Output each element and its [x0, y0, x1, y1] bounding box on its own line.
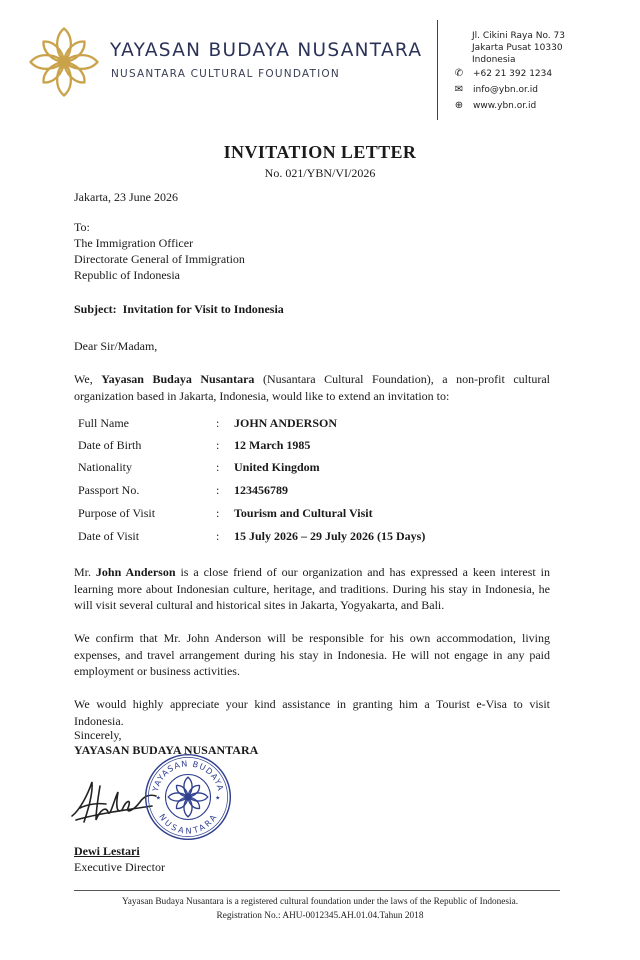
recipient-line-2: Directorate General of Immigration: [74, 252, 245, 266]
closing-org: YAYASAN BUDAYA NUSANTARA: [74, 743, 259, 757]
para2-rest: is a close friend of our organization and has expressed a keen interest in learning more about Indonesian culture, heritage, and traditions. During his stay in Indonesia, he will visit several cultural and historical sites in Jakarta, Yogyakarta, and Bali.: [74, 565, 550, 612]
paragraph-confirmation: We confirm that Mr. John Anderson will be responsible for his own accommodation, living expenses, and travel arrangement during his stay in Indonesia. He will not engage in any paid employment or business activities.: [74, 631, 550, 678]
detail-label-purpose: Purpose of Visit: [78, 506, 156, 520]
signatory-name: Dewi Lestari: [74, 844, 140, 858]
salutation: Dear Sir/Madam,: [74, 339, 158, 353]
lotus-logo-icon: [26, 24, 102, 100]
detail-colon: :: [216, 460, 220, 474]
stamp-bottom-text: NUSANTARA: [156, 812, 220, 837]
recipient-line-3: Republic of Indonesia: [74, 268, 180, 282]
detail-value-purpose: Tourism and Cultural Visit: [234, 506, 373, 520]
closing: Sincerely,: [74, 728, 122, 742]
contact-email: [452, 84, 538, 95]
stamp-top-text: YAYASAN BUDAYA: [149, 758, 227, 793]
paragraph-request: We would highly appreciate your kind assistance in granting him a Tourist e-Visa to visit Indonesia.: [74, 697, 550, 728]
detail-colon: :: [216, 438, 220, 452]
mail-icon: ✉: [454, 84, 464, 95]
svg-text:★: ★: [215, 795, 221, 802]
detail-colon: :: [216, 529, 220, 543]
detail-value-dob: 12 March 1985: [234, 438, 311, 452]
detail-label-full-name: Full Name: [78, 416, 129, 430]
detail-colon: :: [216, 483, 220, 497]
email-text: info@ybn.or.id: [473, 85, 538, 95]
footer-divider: [74, 890, 560, 891]
subject-text: Invitation for Visit to Indonesia: [122, 302, 284, 316]
phone-icon: ✆: [454, 68, 464, 79]
detail-value-nationality: United Kingdom: [234, 460, 320, 474]
website-text: www.ybn.or.id: [473, 101, 537, 111]
detail-colon: :: [216, 506, 220, 520]
footer-line-1: Yayasan Budaya Nusantara is a registered cultural foundation under the laws of the Republic of Indonesia.: [121, 897, 519, 907]
intro-paragraph: [74, 371, 550, 404]
subject-line: [74, 302, 284, 318]
stamp-icon: [143, 752, 233, 842]
detail-label-passport: Passport No.: [78, 483, 140, 497]
letter-title: INVITATION LETTER: [223, 142, 417, 162]
detail-value-passport: 123456789: [234, 483, 288, 497]
place-date: Jakarta, 23 June 2026: [74, 190, 178, 204]
detail-label-visit-date: Date of Visit: [78, 529, 140, 543]
paragraph-friend: [74, 564, 550, 614]
org-subtitle: NUSANTARA CULTURAL FOUNDATION: [111, 68, 340, 80]
letter-number: No. 021/YBN/VI/2026: [264, 166, 376, 180]
header-divider: [437, 20, 438, 120]
intro-prefix: We,: [74, 372, 102, 386]
subject-label: Subject:: [74, 302, 117, 316]
org-name: YAYASAN BUDAYA NUSANTARA: [110, 40, 423, 61]
detail-label-dob: Date of Birth: [78, 438, 142, 452]
footer-line-2: Registration No.: AHU-0012345.AH.01.04.Tahun 2018: [216, 911, 424, 921]
phone-text: +62 21 392 1234: [473, 69, 553, 79]
detail-value-visit-date: 15 July 2026 – 29 July 2026 (15 Days): [234, 529, 426, 543]
detail-value-full-name: JOHN ANDERSON: [234, 416, 338, 430]
intro-rest: (Nusantara Cultural Foundation), a non-profit cultural organization based in Jakarta, Indonesia, would like to extend an invitation to:: [74, 372, 550, 403]
svg-text:★: ★: [155, 795, 161, 802]
recipient-line-1: The Immigration Officer: [74, 236, 194, 250]
detail-colon: :: [216, 416, 220, 430]
signatory-title: Executive Director: [74, 860, 165, 874]
globe-icon: ⊕: [454, 100, 464, 111]
intro-org: Yayasan Budaya Nusantara: [101, 372, 255, 386]
address-line-1: Jl. Cikini Raya No. 73: [472, 31, 565, 41]
detail-label-nationality: Nationality: [78, 460, 132, 474]
contact-phone: [452, 68, 552, 79]
contact-website: [452, 100, 536, 111]
to-label: To:: [74, 220, 90, 234]
address-line-3: Indonesia: [472, 55, 516, 65]
para2-prefix: Mr.: [74, 565, 96, 579]
address-line-2: Jakarta Pusat 10330: [472, 43, 563, 53]
para2-name: John Anderson: [95, 565, 176, 579]
